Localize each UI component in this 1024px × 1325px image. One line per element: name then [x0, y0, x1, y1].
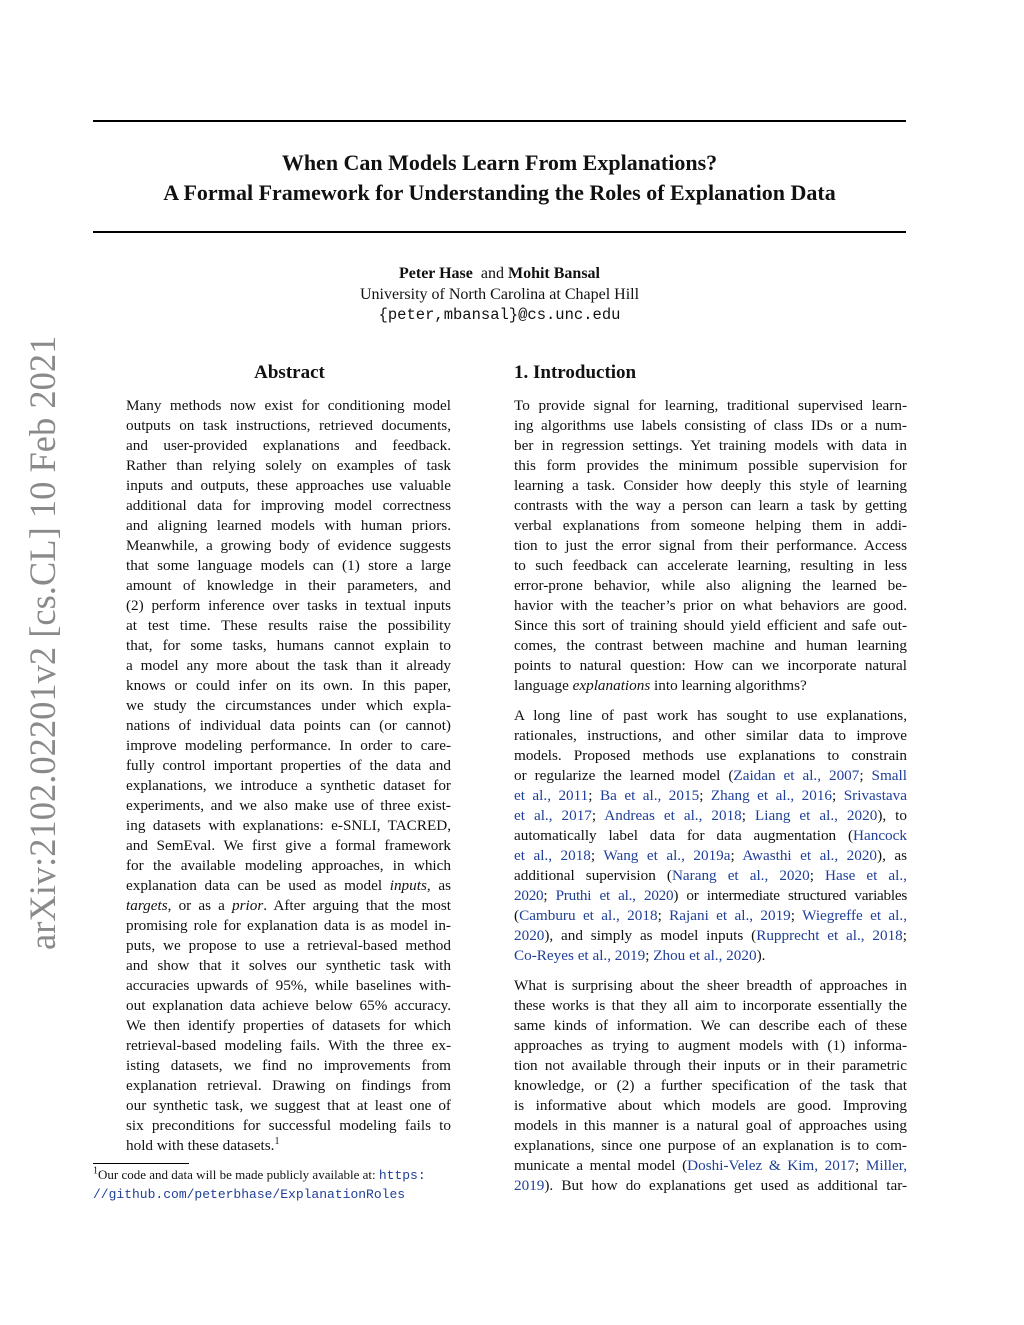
footnote-url-part1[interactable]: https: [378, 1168, 426, 1183]
abstract-line: for the available modeling approaches, in which [126, 857, 451, 874]
abstract-line: (2) perform inference over tasks in textual inputs [126, 597, 451, 614]
citation-link[interactable]: 2019 [514, 1177, 545, 1194]
abstract-line: out explanation data achieve below 65% accuracy. [126, 997, 451, 1014]
abstract-line: Many methods now exist for conditioning model [126, 397, 451, 414]
citation-link[interactable]: Pruthi et al., 2020 [555, 887, 674, 904]
abstract-line: Meanwhile, a growing body of evidence suggests [126, 537, 451, 554]
abstract-line: ing datasets with explanations: e-SNLI, TACRED, [126, 817, 451, 834]
abstract-line: and aligning learned models with human priors. [126, 517, 451, 534]
abstract-line: knows or could infer on its own. In this paper, [126, 677, 451, 694]
footnote-rule [93, 1163, 189, 1164]
abstract-line: that, for some tasks, humans cannot explain to [126, 637, 451, 654]
abstract-line: isting datasets, we find no improvements from [126, 1057, 451, 1074]
abstract-line: hold with these datasets.$^1$ [126, 1135, 280, 1154]
citation-link[interactable]: Narang et al., 2020 [671, 867, 810, 884]
citation-link[interactable]: et al., 2018 [514, 847, 591, 864]
citation-link[interactable]: Miller, [865, 1157, 907, 1174]
citation-link[interactable]: Zhou et al., 2020 [653, 947, 757, 964]
abstract-line: promising role for explanation data is as model in- [126, 917, 451, 934]
abstract-line: We then identify properties of datasets for which [126, 1017, 451, 1034]
citation-link[interactable]: Co-Reyes et al., 2019 [514, 947, 646, 964]
author-1: Peter Hase [398, 265, 473, 282]
citation-link[interactable]: Ba et al., 2015 [599, 787, 700, 804]
citation-link[interactable]: 2020 [514, 887, 544, 904]
intro-body [514, 396, 907, 1196]
citation-link[interactable]: Rajani et al., 2019 [669, 907, 791, 924]
abstract-line: accuracies upwards of 95%, while baselines with- [126, 977, 451, 994]
intro-paragraph-1: To provide signal for learning, traditional supervised learn- ing algorithms use labels consisting of class IDs or a num- ber in regression settings. Yet training models with data in this form provides the minimum possible supervision for learning a task. Consider how deeply this style of learning contrasts with the way a person can learn a task by getting verbal explanations from someone helping them in addi- tion to just the error signal from their performance. Access to such feedback can accelerate learning, resulting in less error-prone behavior, while also aligning the learned be- havior with the teacher’s prior on what behaviors are good. Since this sort of training should yield efficient and safe out- comes, the contrast between machine and human learning points to natural question: How can we incorporate natural language explanations into learning algorithms? [514, 397, 907, 694]
footnote-mark: 1 [93, 1165, 98, 1177]
footnote-url-part2[interactable]: //github.com/peterbhase/ExplanationRoles [93, 1187, 406, 1202]
top-rule [93, 120, 906, 122]
citation-link[interactable]: Srivastava [843, 787, 907, 804]
citation-link[interactable]: Awasthi et al., 2020 [742, 847, 878, 864]
citation-link[interactable]: Hase et al., [824, 867, 907, 884]
intro-emph-explanations: explanations [572, 677, 651, 694]
abstract-line: improve modeling performance. In order to care- [126, 737, 451, 754]
paper-title [93, 148, 906, 208]
citation-link[interactable]: Camburu et al., 2018 [519, 907, 658, 924]
footnote-text: Our code and data will be made publicly available at: [98, 1167, 379, 1182]
abstract-body [126, 396, 451, 1156]
citation-link[interactable]: Zhang et al., 2016 [710, 787, 833, 804]
footnote-ref[interactable]: 1 [274, 1135, 280, 1147]
citation-link[interactable]: Wang et al., 2019a [603, 847, 731, 864]
abstract-line: our synthetic task, we suggest that at least one of [126, 1097, 451, 1114]
intro-heading: 1. Introduction [514, 362, 637, 383]
abstract-line: Rather than relying solely on examples of task [126, 457, 451, 474]
abstract-line: amount of knowledge in their parameters, and [126, 577, 451, 594]
citation-link[interactable]: 2020 [514, 927, 545, 944]
author-email: {peter,mbansal}@cs.unc.edu [378, 306, 621, 324]
title-line-2: A Formal Framework for Understanding the Roles of Explanation Data [163, 180, 836, 205]
abstract-line: inputs and outputs, these approaches use valuable [126, 477, 451, 494]
citation-link[interactable]: et al., 2011 [514, 787, 589, 804]
abstract-emph-targets: targets [126, 897, 168, 914]
abstract-line: experiments, and we also make use of three exist- [126, 797, 451, 814]
abstract-line: explanation retrieval. Drawing on findings from [126, 1077, 451, 1094]
abstract-line: six preconditions for successful modeling fails to [126, 1117, 451, 1134]
citation-link[interactable]: Rupprecht et al., 2018 [756, 927, 903, 944]
author-block [93, 263, 906, 326]
abstract-line: and SemEval. We first give a formal framework [126, 837, 451, 854]
intro-paragraph-2: A long line of past work has sought to use explanations, rationales, instructions, and other similar data to improve models. Proposed methods use explanations to constrain or regularize the learned model (Zaidan et al., 2007; Small et al., 2011; Ba et al., 2015; Zhang et al., 2016; Srivastava et al., 2017; Andreas et al., 2018; Liang et al., 2020), to automatically label data for data augmentation (Hancock et al., 2018; Wang et al., 2019a; Awasthi et al., 2020), as additional supervision (Narang et al., 2020; Hase et al., 2020; Pruthi et al., 2020) or intermediate structured variables (Camburu et al., 2018; Rajani et al., 2019; Wiegreffe et al., 2020), and simply as model inputs (Rupprecht et al., 2018; Co-Reyes et al., 2019; Zhou et al., 2020). [514, 707, 908, 964]
abstract-line: outputs on task instructions, retrieved documents, [126, 417, 451, 434]
title-bottom-rule [93, 231, 906, 233]
citation-link[interactable]: Zaidan et al., 2007 [733, 767, 860, 784]
abstract-line: retrieval-based modeling fails. With the three ex- [126, 1037, 451, 1054]
author-2: Mohit Bansal [507, 265, 600, 282]
footnote [93, 1166, 493, 1204]
abstract-line: at test time. These results raise the possibility [126, 617, 451, 634]
abstract-line: fully control important properties of the data and [126, 757, 451, 774]
abstract-heading: Abstract [254, 362, 325, 383]
abstract-line: that some language models can (1) store a large [126, 557, 451, 574]
citation-link[interactable]: et al., 2017 [514, 807, 592, 824]
abstract-line: we study the circumstances under which expla- [126, 697, 451, 714]
abstract-line: explanations, we introduce a synthetic dataset for [126, 777, 451, 794]
citation-link[interactable]: Liang et al., 2020 [755, 807, 878, 824]
abstract-line: targets, or as a prior. After arguing that the most [126, 897, 451, 914]
abstract-line: nations of individual data points can (or cannot) [126, 717, 451, 734]
abstract-line: and user-provided explanations and feedback. [126, 437, 451, 454]
author-and: and [480, 265, 504, 282]
abstract-line: and show that it solves our synthetic task with [126, 957, 451, 974]
citation-link[interactable]: Andreas et al., 2018 [604, 807, 742, 824]
intro-paragraph-3: What is surprising about the sheer breadth of approaches in these works is that they all aim to incorporate essentially the same kinds of information. We can describe each of these approaches as trying to augment models with (1) informa- tion not available through their inputs or in their parametric knowledge, or (2) a further specification of the task that is informative about which models are good. Improving models in this manner is a natural goal of approaches using explanations, since one purpose of an explanation is to com- municate a mental model (Doshi-Velez & Kim, 2017; Miller, 2019). But how do explanations get used as additional tar- [514, 977, 907, 1194]
affiliation: University of North Carolina at Chapel Hill [359, 286, 640, 303]
title-line-1: When Can Models Learn From Explanations? [281, 150, 718, 175]
abstract-line: additional data for improving model correctness [126, 497, 451, 514]
abstract-line: explanation data can be used as model inputs, as [126, 877, 451, 894]
abstract-line: puts, we propose to use a retrieval-based method [126, 937, 451, 954]
abstract-line: a model any more about the task than it already [126, 657, 451, 674]
abstract-emph-prior: prior [232, 897, 264, 914]
citation-link[interactable]: Small [871, 767, 907, 784]
arxiv-stamp: arXiv:2102.02201v2 [cs.CL] 10 Feb 2021 [22, 335, 63, 950]
citation-link[interactable]: Wiegreffe et al., [802, 907, 907, 924]
citation-link[interactable]: Doshi-Velez & Kim, 2017 [687, 1157, 856, 1174]
abstract-emph-inputs: inputs [389, 877, 427, 894]
citation-link[interactable]: Hancock [853, 827, 907, 844]
